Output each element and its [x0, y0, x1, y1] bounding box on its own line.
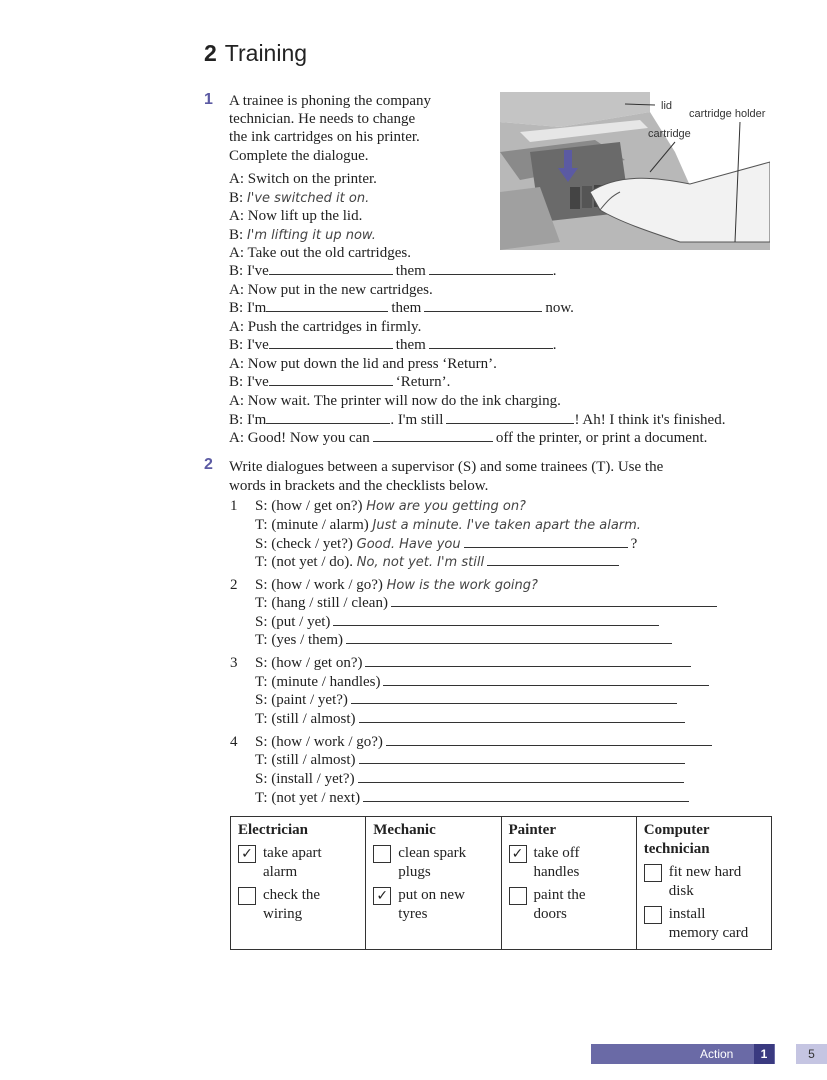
checklist-column-electrician: [231, 817, 366, 950]
prompt-line: T: (minute / alarm) Just a minute. I've taken apart the alarm.: [255, 517, 641, 533]
answer-blank[interactable]: [487, 553, 619, 566]
footer-unit-number: 1: [754, 1044, 774, 1064]
answer-blank[interactable]: [429, 336, 553, 349]
checklist-column-computer-technician: [636, 817, 771, 950]
checklist-column-painter: [501, 817, 636, 950]
dialogue-line: B: I've switched it on.: [229, 190, 370, 206]
prompt-line: S: (paint / yet?): [255, 691, 677, 709]
group-number: 3: [230, 655, 238, 671]
checkbox[interactable]: [644, 906, 662, 924]
prompt-line: S: (install / yet?): [255, 770, 684, 788]
group-number: 1: [230, 498, 238, 514]
answer-blank[interactable]: [358, 770, 684, 783]
answer-blank[interactable]: [365, 654, 691, 667]
exercise-1-number: 1: [204, 91, 213, 108]
checklist-item: ✓ take off handles: [509, 844, 630, 882]
label-cartridge-holder: cartridge holder: [689, 108, 766, 120]
dialogue-line: B: I've them .: [229, 337, 557, 353]
ex1-intro-line: the ink cartridges on his printer.: [229, 129, 420, 145]
prompt-line: T: (hang / still / clean): [255, 594, 717, 612]
dialogue-line: A: Now put in the new cartridges.: [229, 282, 433, 298]
answer-blank[interactable]: [363, 789, 689, 802]
ex1-intro-line: technician. He needs to change: [229, 111, 416, 127]
column-title: Painter: [508, 822, 556, 838]
checkbox[interactable]: ✓: [509, 845, 527, 863]
column-title: Computer technician: [643, 822, 710, 857]
handwritten-answer: I've switched it on.: [246, 191, 370, 206]
checklist-item: ✓ put on new tyres: [373, 886, 494, 924]
answer-blank[interactable]: [359, 751, 685, 764]
ex2-intro-line: words in brackets and the checklists below.: [229, 478, 489, 494]
prompt-line: T: (not yet / next): [255, 789, 689, 807]
checkbox[interactable]: ✓: [373, 887, 391, 905]
prompt-line: T: (yes / them): [255, 631, 672, 649]
checkbox[interactable]: [509, 887, 527, 905]
dialogue-line: B: I'm . I'm still ! Ah! I think it's finished.: [229, 412, 726, 428]
answer-blank[interactable]: [269, 336, 393, 349]
checklist-column-mechanic: [366, 817, 501, 950]
prompt-line: S: (how / get on?): [255, 654, 691, 672]
group-number: 4: [230, 734, 238, 750]
checkbox[interactable]: [373, 845, 391, 863]
answer-blank[interactable]: [373, 429, 493, 442]
exercise-2-number: 2: [204, 456, 213, 473]
prompt-line: S: (how / get on?) How are you getting on?: [255, 498, 526, 514]
checklist-item: clean spark plugs: [373, 844, 494, 882]
footer-bar: [591, 1044, 775, 1064]
answer-blank[interactable]: [391, 594, 717, 607]
dialogue-line: B: I'm them now.: [229, 300, 574, 316]
checklist-item: check the wiring: [238, 886, 359, 924]
prompt-line: S: (check / yet?) Good. Have you ?: [255, 536, 638, 552]
answer-blank[interactable]: [351, 691, 677, 704]
ex1-intro-line: A trainee is phoning the company: [229, 93, 432, 109]
prompt-line: T: (minute / handles): [255, 673, 709, 691]
page-number: 5: [796, 1044, 827, 1064]
answer-blank[interactable]: [333, 613, 659, 626]
answer-blank[interactable]: [446, 411, 574, 424]
prompt-line: S: (how / work / go?): [255, 733, 712, 751]
answer-blank[interactable]: [464, 535, 628, 548]
section-heading: [204, 40, 307, 67]
prompt-line: S: (put / yet): [255, 613, 659, 631]
answer-blank[interactable]: [266, 411, 390, 424]
dialogue-line: B: I've them .: [229, 263, 557, 279]
footer-unit-label: Action: [700, 1047, 734, 1061]
checklist-table: [230, 816, 772, 950]
section-title: Training: [224, 40, 308, 66]
dialogue-line: B: I've ‘Return’.: [229, 374, 451, 390]
prompt-line: T: (not yet / do). No, not yet. I'm still: [255, 553, 619, 572]
dialogue-line: A: Switch on the printer.: [229, 171, 377, 187]
column-title: Electrician: [238, 822, 308, 838]
checkbox[interactable]: [644, 864, 662, 882]
dialogue-line: A: Now lift up the lid.: [229, 208, 363, 224]
dialogue-line: A: Now put down the lid and press ‘Return’.: [229, 356, 497, 372]
answer-blank[interactable]: [424, 299, 542, 312]
checklist-item: install memory card: [644, 905, 765, 943]
checkbox[interactable]: ✓: [238, 845, 256, 863]
prompt-line: S: (how / work / go?) How is the work going?: [255, 577, 538, 593]
dialogue-line: A: Now wait. The printer will now do the ink charging.: [229, 393, 561, 409]
ex2-intro-line: Write dialogues between a supervisor (S) and some trainees (T). Use the: [229, 459, 664, 475]
dialogue-line: A: Good! Now you can off the printer, or print a document.: [229, 430, 708, 446]
answer-blank[interactable]: [429, 262, 553, 275]
answer-blank[interactable]: [386, 733, 712, 746]
ex1-intro-line: Complete the dialogue.: [229, 148, 369, 164]
column-title: Mechanic: [373, 822, 436, 838]
label-lid: lid: [661, 100, 673, 112]
checklist-item: fit new hard disk: [644, 863, 765, 901]
label-cartridge: cartridge: [648, 128, 691, 140]
prompt-line: T: (still / almost): [255, 751, 685, 769]
answer-blank[interactable]: [346, 631, 672, 644]
answer-blank[interactable]: [359, 710, 685, 723]
checkbox[interactable]: [238, 887, 256, 905]
answer-blank[interactable]: [266, 299, 388, 312]
group-number: 2: [230, 577, 238, 593]
dialogue-line: A: Take out the old cartridges.: [229, 245, 411, 261]
section-number: 2: [204, 40, 217, 66]
answer-blank[interactable]: [269, 262, 393, 275]
dialogue-line: A: Push the cartridges in firmly.: [229, 319, 422, 335]
handwritten-answer: I'm lifting it up now.: [246, 228, 376, 243]
answer-blank[interactable]: [269, 373, 393, 386]
answer-blank[interactable]: [383, 673, 709, 686]
dialogue-line: B: I'm lifting it up now.: [229, 227, 376, 243]
prompt-line: T: (still / almost): [255, 710, 685, 728]
checklist-item: ✓ take apart alarm: [238, 844, 359, 882]
checklist-item: paint the doors: [509, 886, 630, 924]
